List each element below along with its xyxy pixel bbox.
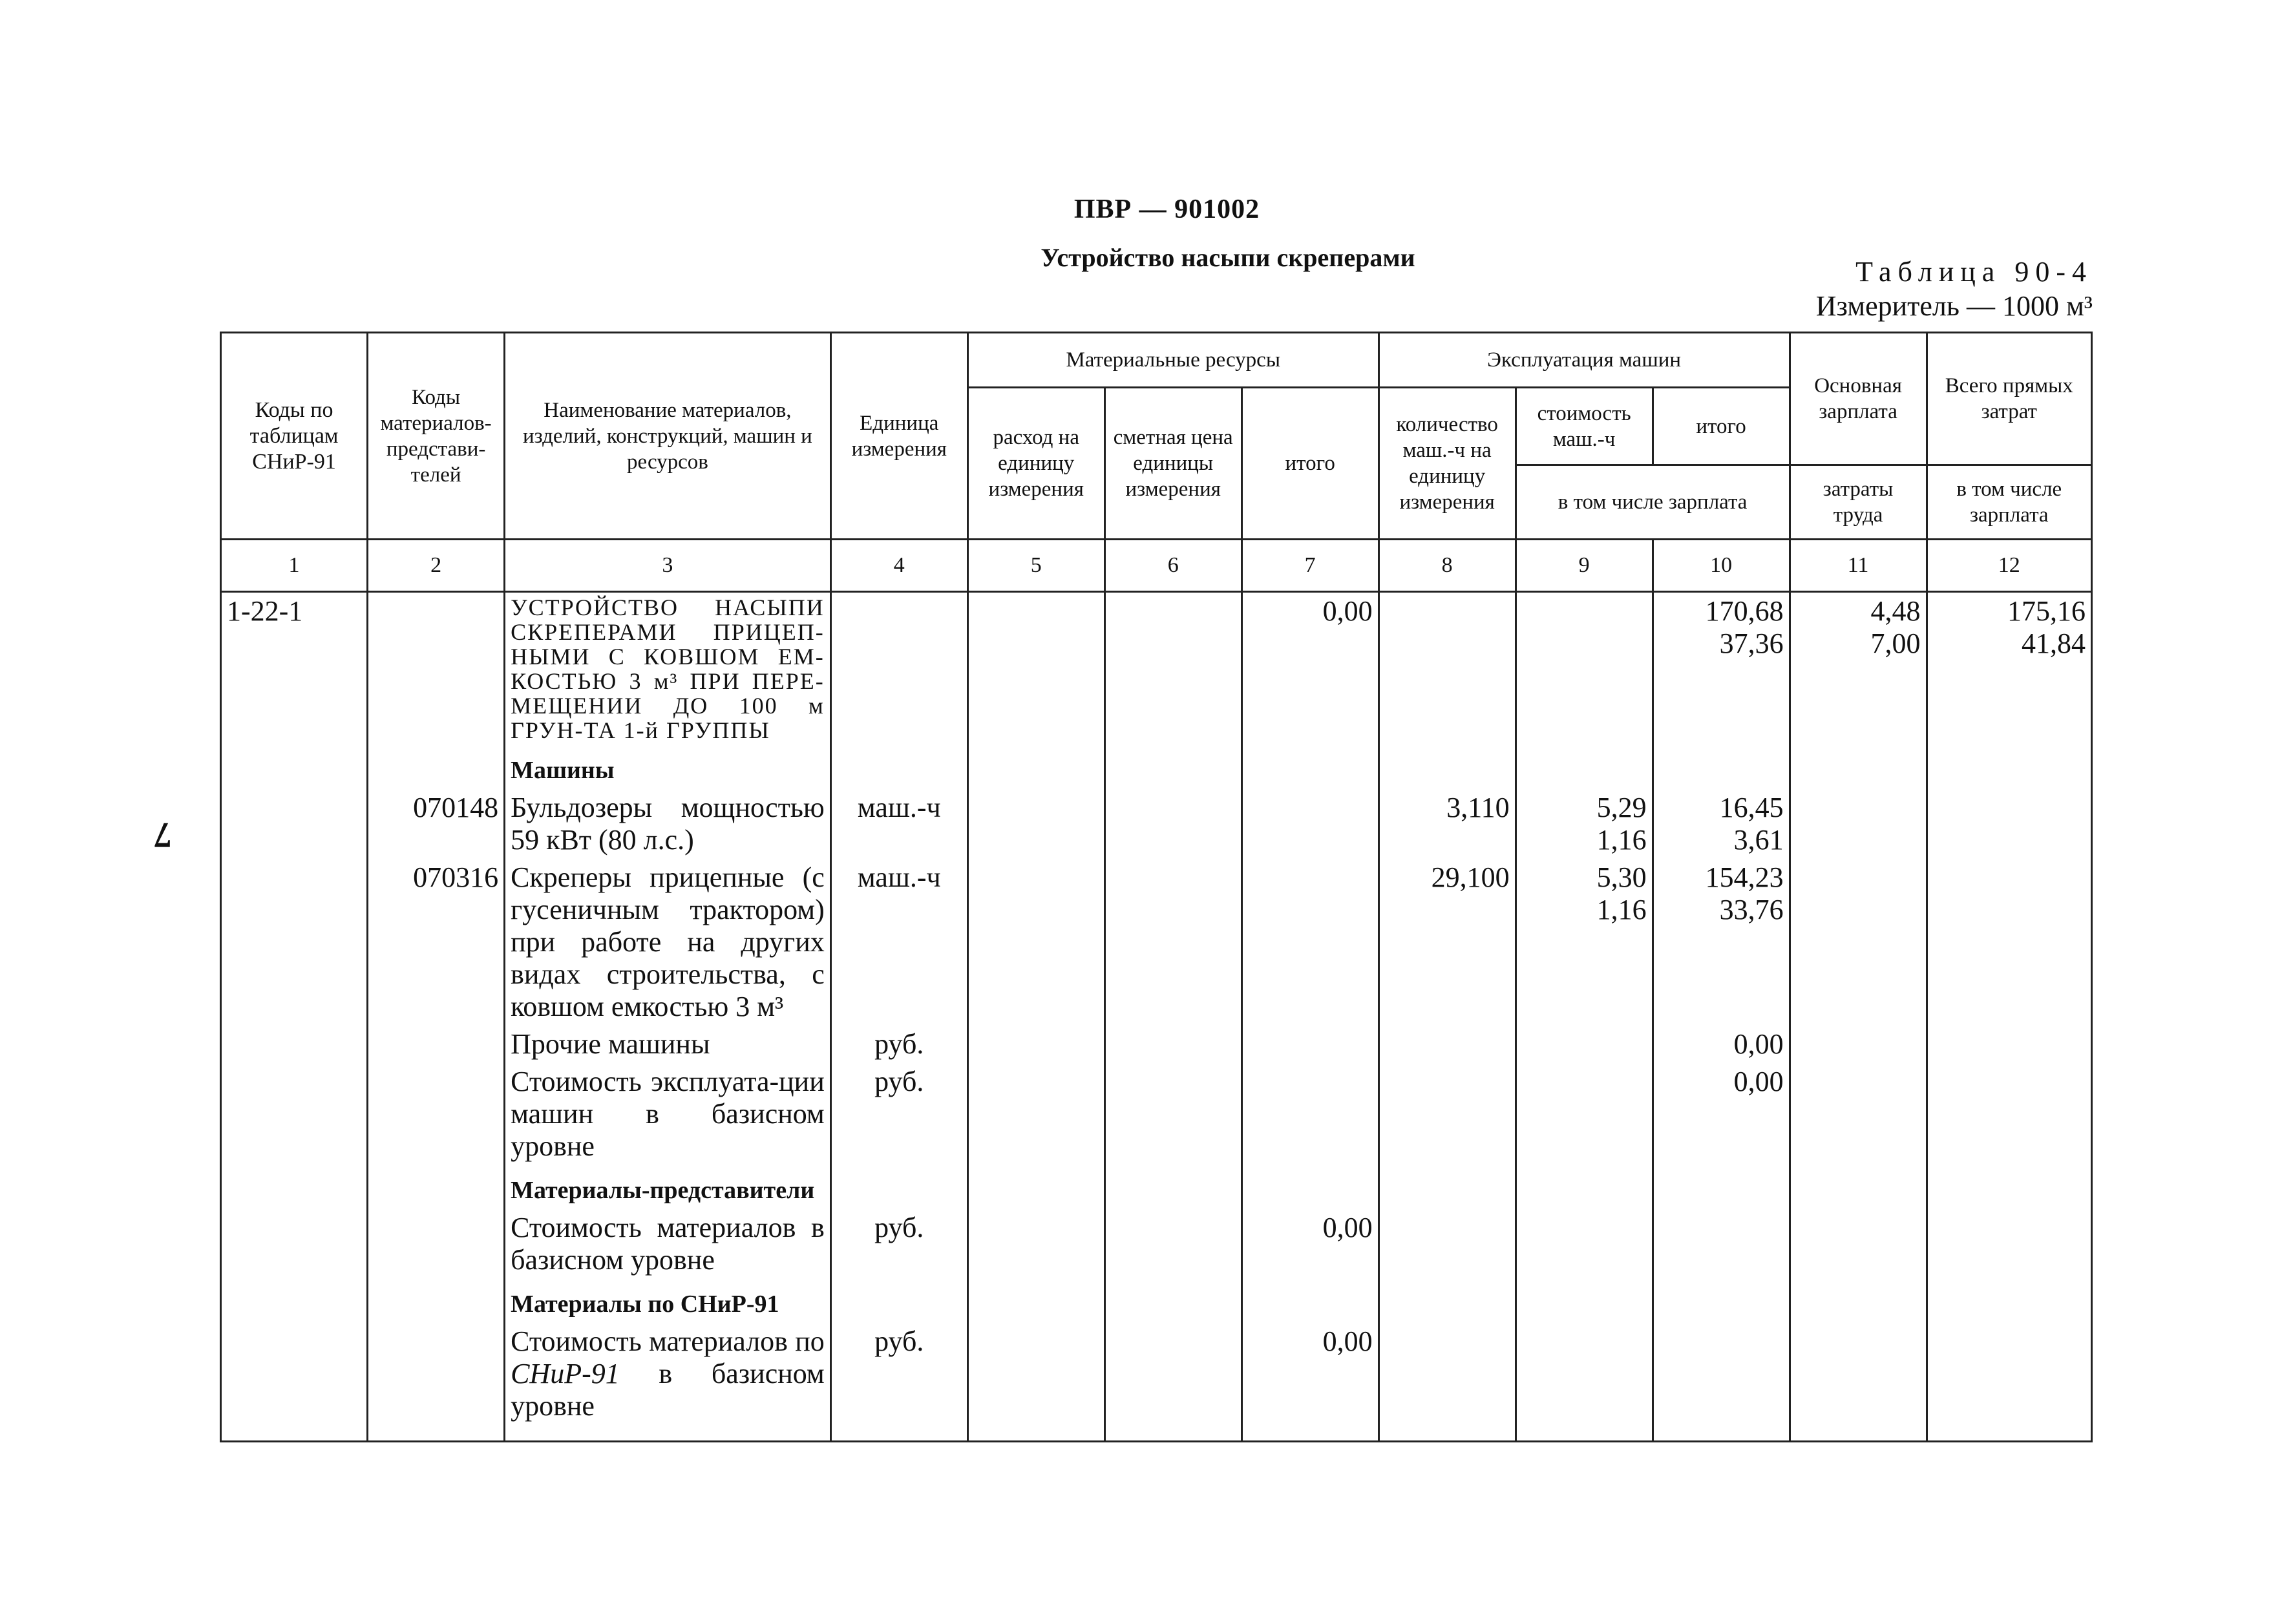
resource-code: 070148 [368,789,505,859]
document-subtitle: Устройство насыпи скреперами [1041,243,1415,272]
header-direct-incl-wage: в том числе зарплата [1927,465,2091,540]
resource-code: 070316 [368,859,505,1026]
header-machine-hour-cost: стоимость маш.-ч [1516,388,1653,465]
header-incl-wage: в том числе зарплата [1516,465,1790,540]
machine-hour-wage: 1,16 [1596,824,1647,856]
table-row [221,1323,2092,1442]
table-row [221,789,2092,859]
header-materials-total: итого [1241,388,1379,540]
resource-unit: маш.-ч [830,789,967,859]
resource-name: Скреперы прицепные (с гусеничным трактором) при работе на других видах строительства, с ковшом емкостью 3 м³ [505,859,831,1026]
resource-name: Прочие машины [505,1026,831,1063]
materials-total: 0,00 [1241,592,1379,746]
table-row [221,1063,2092,1165]
column-number: 4 [830,540,967,592]
header-machine-operation: Эксплуатация машин [1379,333,1790,388]
header-unit-price: сметная цена единицы измерения [1104,388,1241,540]
column-number: 10 [1653,540,1790,592]
direct-costs-wage: 41,84 [2022,627,2086,659]
machine-total: 16,45 [1719,792,1784,823]
header-unit: Единица измерения [830,333,967,540]
materials-total: 0,00 [1241,1209,1379,1279]
norm-title: УСТРОЙСТВО НАСЫПИ СКРЕПЕРАМИ ПРИЦЕП-НЫМИ С КОВШОМ ЕМ-КОСТЬЮ 3 м³ ПРИ ПЕРЕ-МЕЩЕНИИ ДО 100 м ГРУН-ТА 1-й ГРУППЫ [511,595,825,743]
resource-unit: руб. [830,1063,967,1165]
table-row [221,1279,2092,1323]
machine-hour-wage: 1,16 [1596,894,1647,925]
resource-name: Стоимость материалов по СНиР-91 в базисном уровне [505,1323,831,1442]
machine-hours: 29,100 [1379,859,1516,1026]
column-number: 2 [368,540,505,592]
machine-total: 0,00 [1653,1026,1790,1063]
header-material-resources: Материальные ресурсы [967,333,1379,388]
column-number: 1 [221,540,368,592]
machine-hour-cost: 5,29 [1596,792,1647,823]
machine-total-wage: 3,61 [1733,824,1784,856]
column-number: 6 [1104,540,1241,592]
section-heading-representative-materials: Материалы-представители [511,1177,815,1204]
column-number: 11 [1790,540,1927,592]
section-heading-snir-materials: Материалы по СНиР-91 [511,1291,779,1318]
resource-table [220,332,2093,1442]
document-title: ПВР — 901002 [1073,195,1260,224]
resource-unit: руб. [830,1026,967,1063]
page-number: 7 [154,815,172,855]
table-row [221,592,2092,746]
table-label: Таблица 90-4 [1855,256,2093,288]
base-wage: 4,48 [1870,595,1921,627]
direct-costs: 175,16 [2007,595,2086,627]
machines-total-wage: 37,36 [1719,627,1784,659]
header-consumption: расход на единицу измерения [967,388,1104,540]
resource-unit: руб. [830,1323,967,1442]
machine-total-wage: 33,76 [1719,894,1784,925]
machines-total: 170,68 [1705,595,1784,627]
table-row [221,745,2092,789]
header-codes-rep: Коды материалов-представи-телей [368,333,505,540]
resource-name: Бульдозеры мощностью 59 кВт (80 л.с.) [505,789,831,859]
column-number: 3 [505,540,831,592]
materials-total: 0,00 [1241,1323,1379,1442]
resource-name: Стоимость материалов в базисном уровне [505,1209,831,1279]
machine-total: 154,23 [1705,861,1784,893]
header-total-direct: Всего прямых затрат [1927,333,2091,465]
measure-label: Измеритель — 1000 м³ [1815,290,2093,322]
machine-hour-cost: 5,30 [1596,861,1647,893]
table-row [221,1165,2092,1209]
labor-costs: 7,00 [1870,627,1921,659]
header-labor-costs: затраты труда [1790,465,1927,540]
header-machine-hours: количество маш.-ч на единицу измерения [1379,388,1516,540]
table-row [221,1026,2092,1063]
resource-name: Стоимость эксплуата-ции машин в базисном уровне [505,1063,831,1165]
column-number: 5 [967,540,1104,592]
column-number: 12 [1927,540,2091,592]
machine-hours: 3,110 [1379,789,1516,859]
resource-unit: руб. [830,1209,967,1279]
resource-unit: маш.-ч [830,859,967,1026]
header-base-wage: Основная зарплата [1790,333,1927,465]
header-codes-snir: Коды по таблицам СНиР-91 [221,333,368,540]
machine-total: 0,00 [1653,1063,1790,1165]
header-name: Наименование материалов, изделий, конструкций, машин и ресурсов [505,333,831,540]
section-heading-machines: Машины [511,757,615,784]
table-row [221,859,2092,1026]
column-number: 8 [1379,540,1516,592]
table-row [221,1209,2092,1279]
column-number: 9 [1516,540,1653,592]
header-machines-total: итого [1653,388,1790,465]
column-number: 7 [1241,540,1379,592]
norm-code: 1-22-1 [221,592,368,746]
